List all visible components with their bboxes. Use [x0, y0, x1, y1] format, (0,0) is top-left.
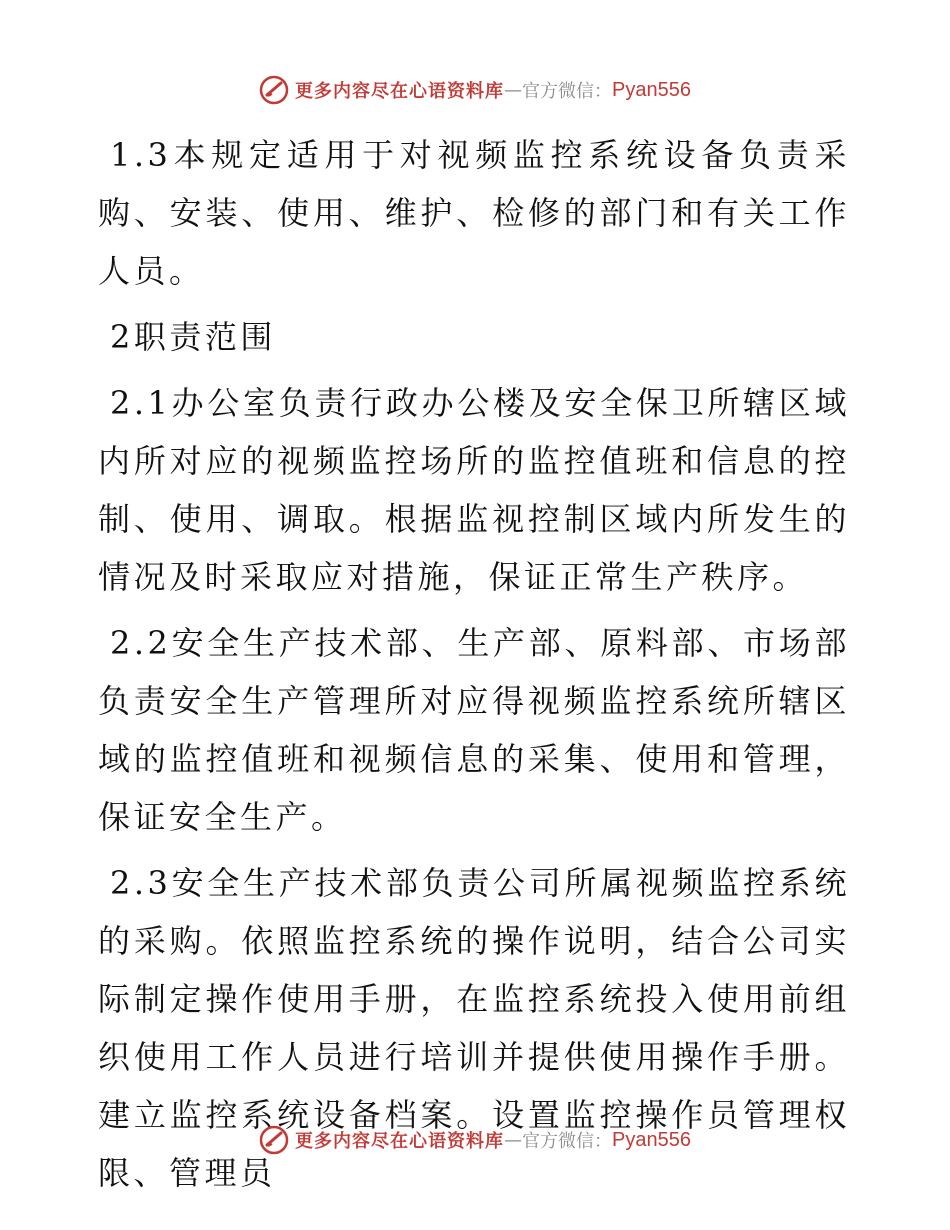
watermark-wechat-label: 官方微信：: [522, 1131, 613, 1152]
book-quill-logo-icon: [259, 75, 289, 105]
watermark-wechat-id: Pyan556: [612, 78, 691, 101]
watermark-main-text: 更多内容尽在心语资料库: [295, 81, 505, 102]
document-body: [98, 126, 850, 1210]
watermark-separator: —: [504, 1129, 523, 1151]
watermark-wechat-label: 官方微信：: [522, 81, 613, 102]
footer-watermark: [0, 1122, 950, 1158]
paragraph-1-3-scope: 1.3本规定适用于对视频监控系统设备负责采购、安装、使用、维护、检修的部门和有关工作人员。: [98, 136, 850, 290]
paragraph-2-3-tech-department: 2.3安全生产技术部负责公司所属视频监控系统的采购。依照监控系统的操作说明，结合公司实际制定操作使用手册，在监控系统投入使用前组织使用工作人员进行培训并提供使用操作手册。建立监控系统设备档案。设置监控操作员管理权限、管理员: [98, 864, 850, 1192]
watermark-separator: —: [504, 79, 523, 101]
section-heading-responsibilities: 2职责范围: [110, 318, 276, 356]
paragraph-2-2-departments: 2.2安全生产技术部、生产部、原料部、市场部负责安全生产管理所对应得视频监控系统所辖区域的监控值班和视频信息的采集、使用和管理，保证安全生产。: [98, 624, 850, 836]
watermark-main-text: 更多内容尽在心语资料库: [295, 1131, 505, 1152]
header-watermark: [0, 72, 950, 108]
book-quill-logo-icon: [259, 1125, 289, 1155]
watermark-wechat-id: Pyan556: [612, 1128, 691, 1151]
paragraph-2-1-office: 2.1办公室负责行政办公楼及安全保卫所辖区域内所对应的视频监控场所的监控值班和信息的控制、使用、调取。根据监视控制区域内所发生的情况及时采取应对措施，保证正常生产秩序。: [98, 384, 850, 596]
